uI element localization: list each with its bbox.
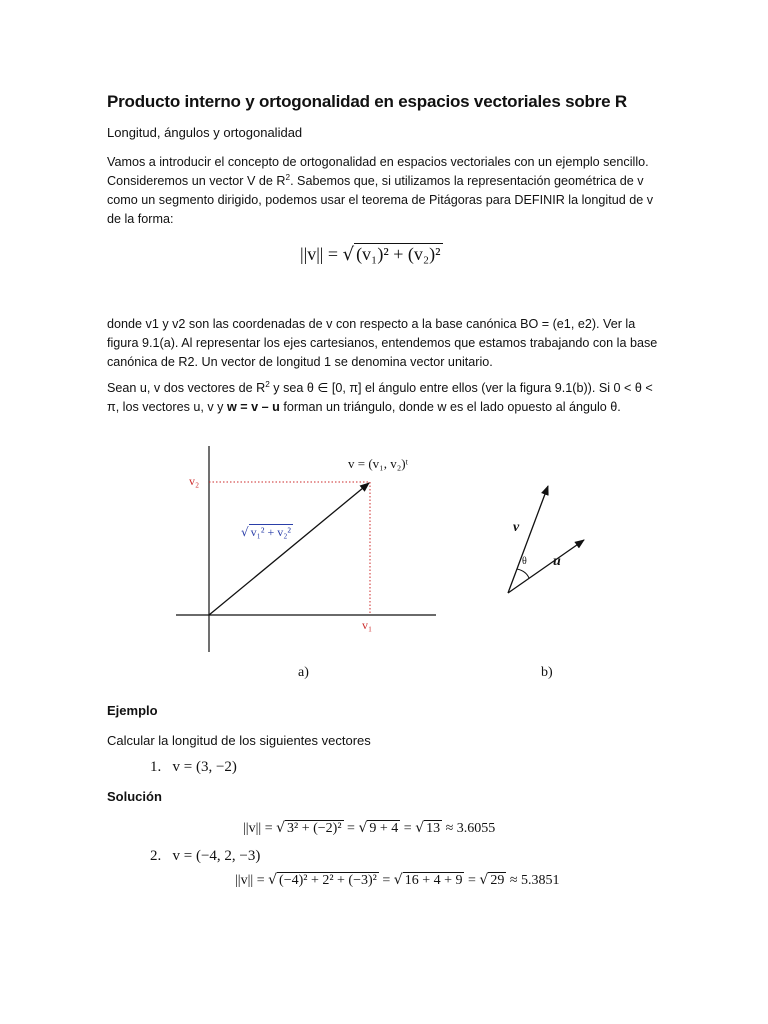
sqrt-icon: √ — [241, 525, 249, 539]
sqrt-icon: √ — [415, 820, 425, 836]
example-heading: Ejemplo — [107, 703, 158, 718]
item-2-number: 2. — [150, 848, 162, 864]
sqrt-icon: √ — [342, 244, 355, 265]
sqrt-icon: √ — [358, 820, 368, 836]
solution-1: ||v|| = √ 3² + (−2)² = √ 9 + 4 = √ 13 ≈ 3.6055 — [243, 820, 496, 836]
item-1-expression: v = (3, −2) — [172, 759, 237, 775]
vector-v-arrow — [209, 483, 369, 615]
caption-b: b) — [541, 665, 553, 680]
vector-diagram — [170, 440, 600, 690]
sqrt-icon: √ — [268, 872, 278, 888]
equals-sign: = — [327, 244, 339, 264]
coords-paragraph: donde v1 y v2 son las coordenadas de v con respecto a la base canónica BO = (e1, e2). Ver la figura 9.1(a). Al representar los ejes cartesianos, entendemos que estamos trabajando con la base canónica de R2. Un vector de longitud 1 se denomina vector unitario. — [107, 317, 658, 369]
angle-label: θ — [522, 556, 527, 567]
solution-2: ||v|| = √ (−4)² + 2² + (−3)² = √ 16 + 4 + 9 = √ 29 ≈ 5.3851 — [235, 872, 560, 888]
item-1 — [150, 759, 237, 776]
angle-paragraph: Sean u, v dos vectores de $R^2$ y sea θ ∈ [0, π] el ángulo entre ellos (ver la figura 9.1(b)). Si 0 < θ < π, los vectores u, v y w = v – u forman un triángulo, donde w es el lado opuesto al ángulo θ. — [107, 379, 653, 414]
angle-arc — [517, 569, 529, 578]
vector-v-label: v = (v₁, v₂)ᵗ — [348, 456, 409, 471]
v1-axis-label: v₁ — [362, 618, 373, 632]
vector-u-b-label: u — [553, 554, 561, 569]
vector-u-b-arrow — [508, 540, 584, 593]
v2-axis-label: v₂ — [189, 474, 200, 488]
vector-v-b-label: v — [513, 520, 520, 535]
solution-heading: Solución — [107, 789, 162, 804]
item-2 — [150, 848, 260, 865]
sqrt-expression: √ (v₁)² + (v₂)² — [342, 244, 441, 265]
sqrt-icon: √ — [276, 820, 286, 836]
sqrt-icon: √ — [393, 872, 403, 888]
length-label: √ v₁² + v₂² — [241, 525, 291, 539]
sqrt-icon: √ — [479, 872, 489, 888]
example-task: Calcular la longitud de los siguientes vectores — [107, 733, 371, 748]
norm-lhs: ||v|| — [300, 244, 324, 264]
intro-paragraph: Vamos a introducir el concepto de ortogonalidad en espacios vectoriales con un ejemplo sencillo. Consideremos un vector V de $R^2$. Sabemos que, si utilizamos la representación geométrica de v como un segmento dirigido, podemos usar el teorema de Pitágoras para DEFINIR la longitud de v de la forma: — [107, 155, 654, 226]
page-title: Producto interno y ortogonalidad en espacios vectoriales sobre R — [107, 92, 627, 111]
section-subtitle: Longitud, ángulos y ortogonalidad — [107, 125, 303, 140]
item-2-expression: v = (−4, 2, −3) — [172, 848, 261, 864]
item-1-number: 1. — [150, 759, 162, 775]
vector-figure — [170, 440, 600, 690]
caption-a: a) — [298, 665, 309, 680]
length-formula — [300, 243, 443, 265]
